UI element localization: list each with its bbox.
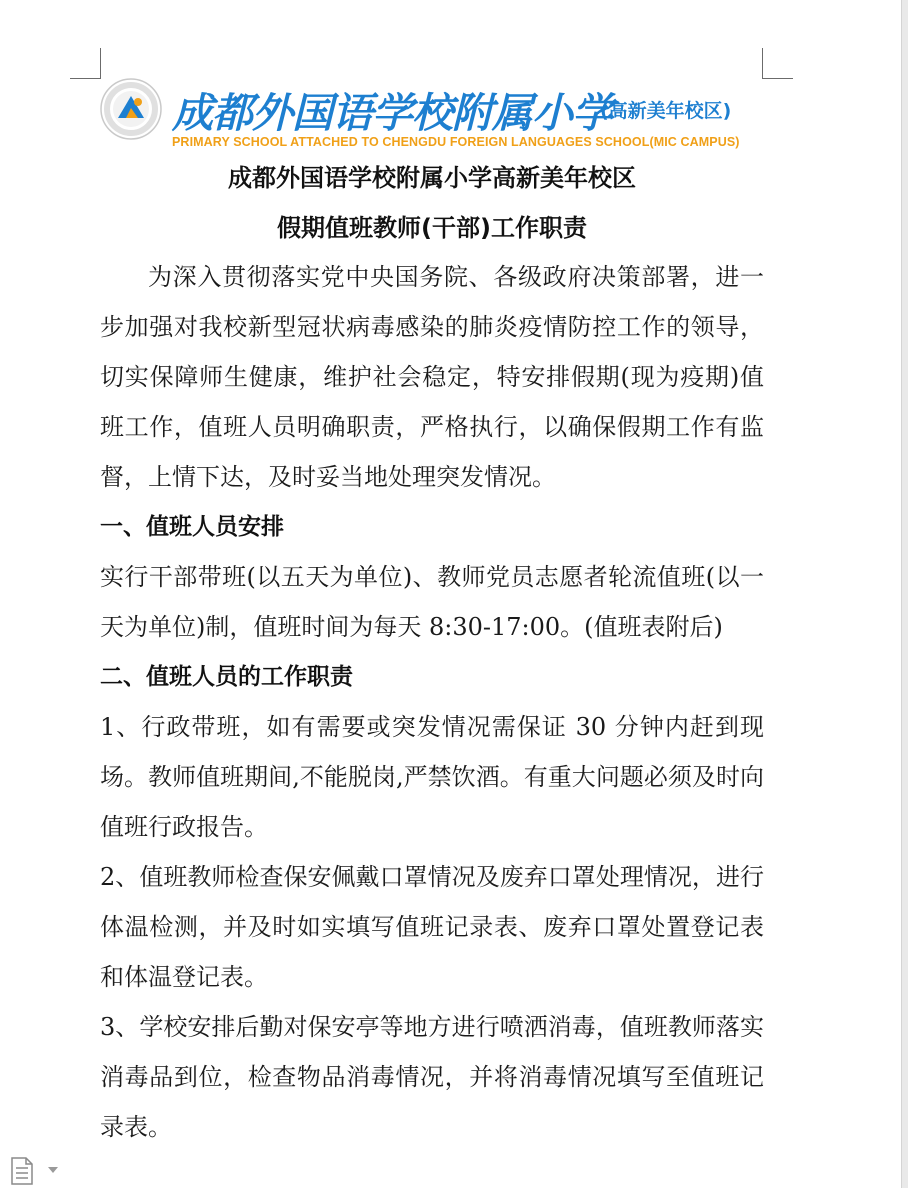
page-corner-mark-right — [762, 48, 793, 79]
campus-name: (高新美年校区) — [600, 100, 732, 122]
intro-paragraph: 为深入贯彻落实党中央国务院、各级政府决策部署，进一步加强对我校新型冠状病毒感染的肺炎疫情防控工作的领导，切实保障师生健康，维护社会稳定，特安排假期(现为疫期)值班工作，值班人员明确职责，严格执行，以确保假期工作有监督，上情下达，及时妥当地处理突发情况。 — [100, 263, 764, 491]
school-letterhead — [100, 78, 780, 150]
body-paragraph: 实行干部带班(以五天为单位)、教师党员志愿者轮流值班(以一天为单位)制，值班时间为每天 8:30-17:00。(值班表附后) — [100, 563, 764, 641]
school-logo-icon — [100, 78, 162, 140]
duty-item: 3、学校安排后勤对保安亭等地方进行喷洒消毒，值班教师落实消毒品到位，检查物品消毒情况，并将消毒情况填写至值班记录表。 — [100, 1013, 764, 1141]
page-corner-mark-left — [70, 48, 101, 79]
school-name-calligraphy: 成都外国语学校附属小学 — [172, 89, 612, 137]
duty-item: 1、行政带班，如有需要或突发情况需保证 30 分钟内赶到现场。教师值班期间,不能脱岗,严禁饮酒。有重大问题必须及时向值班行政报告。 — [100, 713, 764, 841]
school-name-english: PRIMARY SCHOOL ATTACHED TO CHENGDU FOREIGN LANGUAGES SCHOOL(MIC CAMPUS) — [172, 135, 740, 149]
section-heading: 一、值班人员安排 — [100, 514, 284, 540]
paste-options-icon[interactable] — [10, 1156, 64, 1186]
duty-item: 2、值班教师检查保安佩戴口罩情况及废弃口罩处理情况，进行体温检测，并及时如实填写值班记录表、废弃口罩处置登记表和体温登记表。 — [100, 863, 764, 991]
document-title-line-1: 成都外国语学校附属小学高新美年校区 — [228, 164, 636, 192]
vertical-scrollbar[interactable] — [901, 0, 908, 1188]
section-heading: 二、值班人员的工作职责 — [100, 664, 353, 690]
document-body — [100, 252, 764, 1152]
document-title-line-2: 假期值班教师(干部)工作职责 — [277, 214, 587, 242]
